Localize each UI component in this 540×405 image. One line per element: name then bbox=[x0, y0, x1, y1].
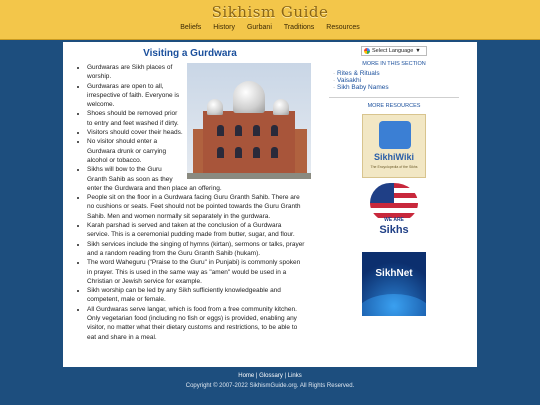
nav-history[interactable]: History bbox=[213, 24, 236, 31]
footer-separator: | bbox=[282, 373, 288, 379]
list-item: • All Gurdwaras serve langar, which is food from a free community kitchen. Only vegetarian food (including no fish or eggs) is provided, enabling any visitor, no matter what their dietary customs and restrictions, to be able to eat and share in a meal. bbox=[87, 305, 305, 342]
nav-resources[interactable]: Resources bbox=[326, 24, 360, 31]
google-icon bbox=[364, 48, 370, 54]
sikhnet-title: SikhNet bbox=[375, 268, 413, 279]
globe-icon bbox=[362, 294, 426, 316]
we-are-sikhs-banner[interactable] bbox=[362, 183, 426, 247]
list-item: • No visitor should enter a Gurdwara drunk or carrying alcohol or tobacco. bbox=[87, 137, 305, 165]
article bbox=[75, 48, 305, 342]
footer-links-link[interactable]: Links bbox=[287, 373, 302, 379]
sikhiwiki-banner[interactable] bbox=[362, 114, 426, 178]
list-item: • People sit on the floor in a Gurdwara facing Guru Granth Sahib. There are no cushions or seats. Feet should not be pointed towards the Guru Granth Sahib. Men and women normally sit separately in the gurdwara. bbox=[87, 193, 305, 221]
resources-heading: MORE RESOURCES bbox=[367, 103, 421, 109]
we-are-text: WE ARE bbox=[384, 217, 404, 223]
nav-beliefs[interactable]: Beliefs bbox=[180, 24, 202, 31]
language-select-label: Select Language bbox=[372, 48, 414, 54]
link-sikh-baby-names[interactable]: · Sikh Baby Names bbox=[333, 84, 459, 91]
list-item: • Gurdwaras are open to all, irrespective of faith. Everyone is welcome. bbox=[87, 82, 305, 110]
footer-glossary[interactable]: Glossary bbox=[259, 373, 283, 379]
site-logo[interactable]: Sikhism Guide bbox=[211, 3, 329, 21]
list-item: • Sikh services include the singing of hymns (kirtan), sermons or talks, prayer and a random reading from the Guru Granth Sahib (hukam). bbox=[87, 240, 305, 259]
site-header bbox=[0, 0, 540, 40]
sikhiwiki-title: SikhiWiki bbox=[374, 152, 414, 162]
content-panel bbox=[63, 42, 477, 367]
page-title: Visiting a Gurdwara bbox=[143, 48, 237, 59]
list-item: • Visitors should cover their heads. bbox=[87, 128, 305, 137]
main-nav bbox=[0, 24, 540, 31]
list-item: • Sikhs will bow to the Guru Granth Sahib as soon as they enter the Gurdwara and then place an offering. bbox=[87, 165, 305, 193]
footer-separator: | bbox=[254, 373, 260, 379]
list-item: • Gurdwaras are Sikh places of worship. bbox=[87, 63, 305, 82]
khanda-icon bbox=[379, 121, 411, 149]
gurdwara-photo bbox=[187, 63, 311, 179]
language-select[interactable] bbox=[361, 46, 427, 56]
chevron-down-icon: ▼ bbox=[415, 48, 421, 54]
list-item: • Sikh worship can be led by any Sikh sufficiently knowledgeable and competent, male or female. bbox=[87, 286, 305, 305]
link-vaisakhi[interactable]: · Vaisakhi bbox=[333, 77, 459, 84]
footer-links bbox=[0, 373, 540, 379]
list-item: • Karah parshad is served and taken at the conclusion of a Gurdwara service. This is a ceremonial pudding made from butter, sugar, and flour. bbox=[87, 221, 305, 240]
copyright: Copyright © 2007-2022 SikhismGuide.org. All Rights Reserved. bbox=[185, 383, 355, 389]
list-item: • The word Waheguru ("Praise to the Guru" in Punjabi) is commonly spoken in prayer. This is used in the same way as "amen" would be used in a Christian or Jewish service for example. bbox=[87, 258, 305, 286]
sikhs-text: Sikhs bbox=[379, 224, 409, 236]
link-rites-rituals[interactable]: · Rites & Rituals bbox=[333, 70, 459, 77]
sikhiwiki-subtitle: The Encyclopedia of the Sikhs bbox=[370, 165, 418, 169]
footer-home[interactable]: Home bbox=[238, 373, 255, 379]
nav-traditions[interactable]: Traditions bbox=[283, 24, 315, 31]
section-links bbox=[329, 70, 459, 91]
sidebar bbox=[329, 46, 459, 316]
sikhnet-banner[interactable] bbox=[362, 252, 426, 316]
list-item: • Shoes should be removed prior to entry and feet washed if dirty. bbox=[87, 109, 305, 128]
section-heading: MORE IN THIS SECTION bbox=[362, 61, 426, 67]
nav-gurbani[interactable]: Gurbani bbox=[246, 24, 272, 31]
divider bbox=[329, 97, 459, 98]
